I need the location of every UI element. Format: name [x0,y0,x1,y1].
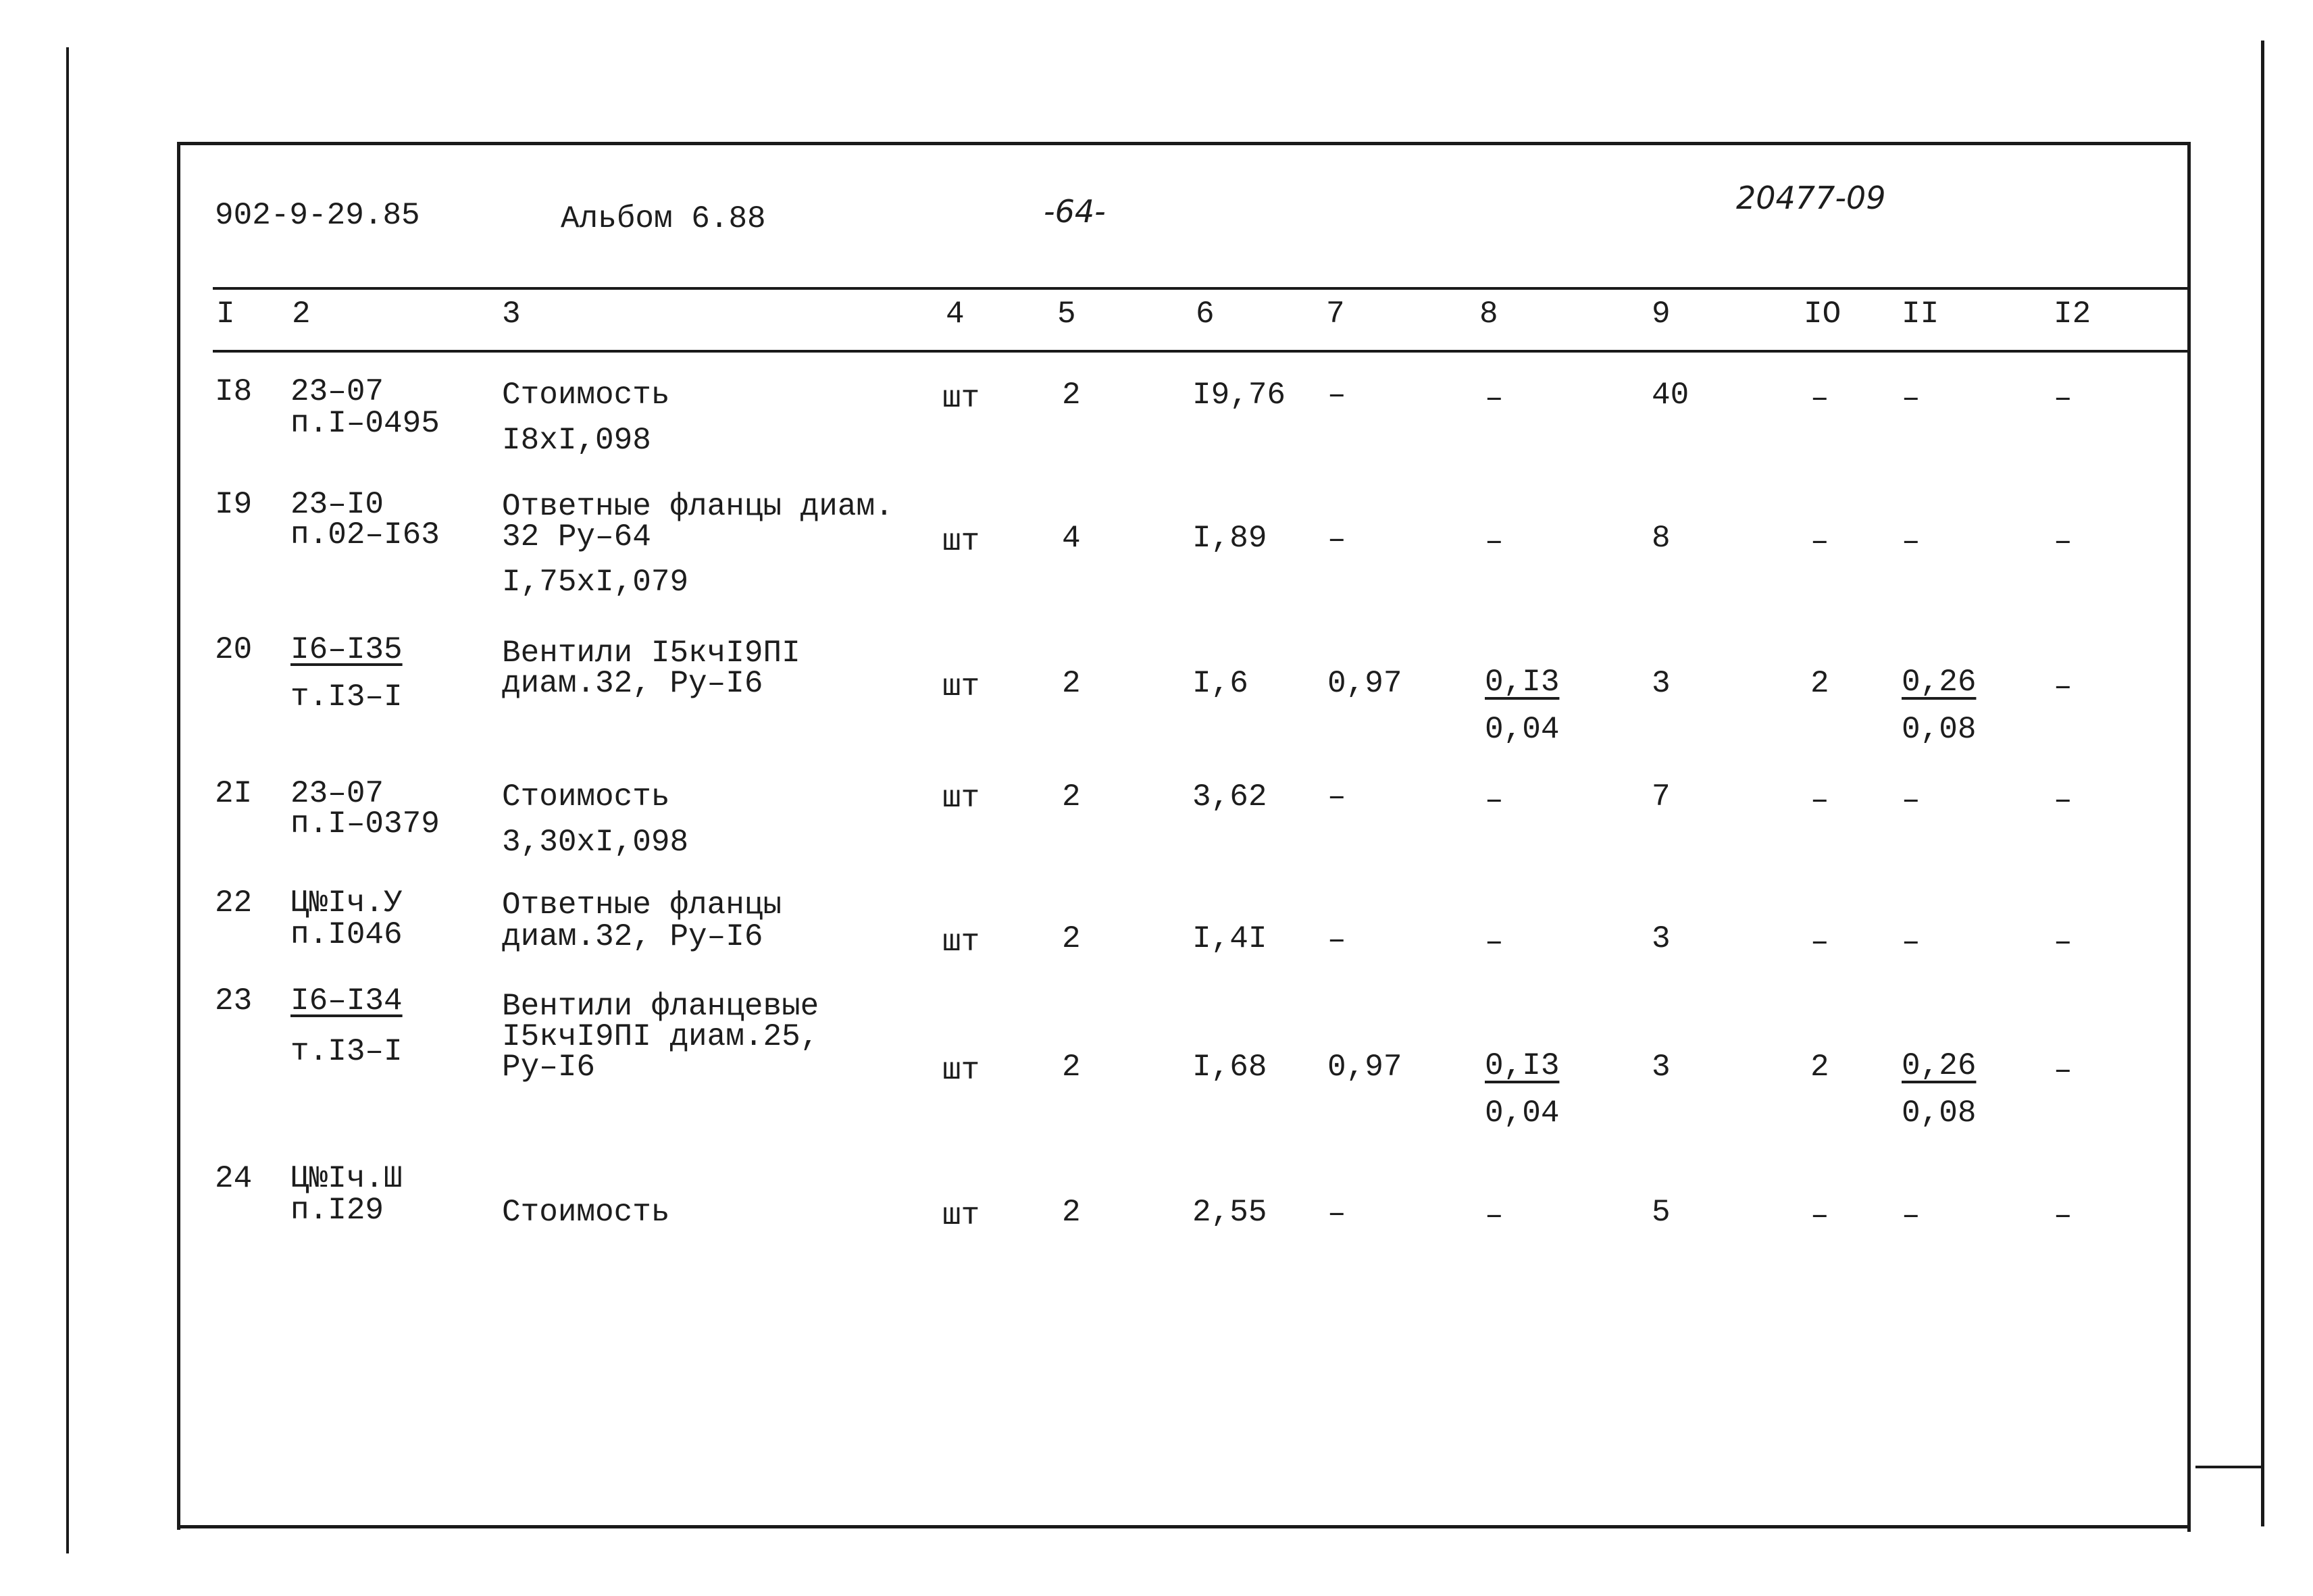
right-page-margin-line [2261,41,2264,1526]
table-top-border [177,142,2189,145]
row-ref-line2: п.02–I63 [290,517,440,552]
row-col6: I,6 [1192,666,1248,701]
row-ref-line1: Ц№Iч.У [290,885,403,921]
row-col6: 3,62 [1192,779,1267,815]
row-quantity: 2 [1062,921,1081,956]
row-col8-fraction [1485,1042,1559,1137]
row-description-line2: Стоимость [502,1195,670,1230]
row-quantity: 2 [1062,779,1081,815]
column-header-bottom-line [213,350,2189,353]
col-header-10: IO [1804,297,1841,332]
row-description-line1: Ответные фланцы диам. [502,489,894,524]
row-col9: 7 [1652,779,1671,815]
row-col12: – [2054,381,2073,416]
row-ref-line1: Ц№Iч.Ш [290,1161,403,1196]
row-col8: – [1485,783,1504,818]
row-col6: I,4I [1192,921,1267,956]
row-description-line1: Вентили I5кчI9ПI [502,636,800,671]
row-col9: 3 [1652,1050,1671,1085]
row-ref-line2: п.I–0495 [290,406,440,441]
row-description-line2: 32 Ру–64 [502,519,651,555]
fraction-numerator: 0,26 [1902,1048,1977,1083]
row-col7: – [1327,1196,1346,1231]
col-header-12: I2 [2054,297,2091,332]
row-col6: I,89 [1192,521,1267,556]
row-col11: – [1902,524,1921,559]
row-ref-line1: 23–07 [290,374,384,409]
column-header-top-line [213,287,2189,290]
row-col8: – [1485,925,1504,960]
row-col11: – [1902,925,1921,960]
row-description-line3: Ру–I6 [502,1050,596,1085]
row-quantity: 4 [1062,521,1081,556]
table-left-border [177,142,180,1530]
row-col12: – [2054,925,2073,960]
col-header-11: II [1902,297,1939,332]
row-col9: 3 [1652,666,1671,701]
fraction-denominator: 0,04 [1485,712,1560,747]
row-ref-line1: 23–I0 [290,487,384,522]
fraction-denominator: 0,04 [1485,1096,1560,1131]
row-col12: – [2054,1198,2073,1233]
row-col11-fraction [1902,1042,1976,1137]
row-ref-line1: I6–I35 [290,632,403,667]
row-col7: 0,97 [1327,666,1402,701]
row-col6: 2,55 [1192,1195,1267,1230]
row-description-line3: I,75xI,079 [502,565,689,600]
row-col9: 5 [1652,1195,1671,1230]
row-col11: – [1902,783,1921,818]
row-ref-line2: т.I3–I [290,679,403,715]
row-description-line1: Ответные фланцы [502,887,782,923]
row-ref-line1: I6–I34 [290,983,403,1019]
row-description-line2: 3,30xI,098 [502,825,689,860]
row-number: I8 [215,374,253,409]
row-col6: I9,76 [1192,378,1286,413]
row-unit: шт [942,381,980,416]
row-description-line1: Стоимость [502,779,670,815]
row-col10: – [1810,381,1829,416]
row-unit: шт [942,669,980,704]
col-header-7: 7 [1326,297,1345,332]
fraction-numerator: 0,I3 [1485,1048,1560,1083]
row-quantity: 2 [1062,666,1081,701]
row-col9: 8 [1652,521,1671,556]
row-col8-fraction [1485,659,1559,753]
row-description-line2: диам.32, Ру–I6 [502,919,763,954]
row-description-line1: Вентили фланцевые [502,989,819,1024]
page-number: -64- [1044,193,1106,230]
row-quantity: 2 [1062,1195,1081,1230]
row-col7: – [1327,378,1346,413]
row-description-line2: I8xI,098 [502,423,651,458]
row-number: I9 [215,487,253,522]
row-col12: – [2054,783,2073,818]
row-description-line2: I5кчI9ПI диам.25, [502,1019,819,1054]
fraction-denominator: 0,08 [1902,712,1977,747]
row-col7: – [1327,779,1346,815]
row-col10: – [1810,925,1829,960]
row-unit: шт [942,1198,980,1233]
row-description-line1: Стоимость [502,378,670,413]
col-header-6: 6 [1196,297,1215,332]
album-label: Альбом 6.88 [561,201,766,236]
row-quantity: 2 [1062,378,1081,413]
row-description-line2: диам.32, Ру–I6 [502,666,763,701]
row-col6: I,68 [1192,1050,1267,1085]
doc-number: 20477-09 [1736,180,1886,216]
row-number: 24 [215,1161,253,1196]
row-col8: – [1485,1198,1504,1233]
row-col7: – [1327,923,1346,958]
row-col10: 2 [1810,666,1829,701]
row-col10: 2 [1810,1050,1829,1085]
table-bottom-border [177,1525,2190,1528]
row-unit: шт [942,925,980,960]
col-header-9: 9 [1652,297,1671,332]
row-unit: шт [942,1053,980,1088]
row-col11-fraction [1902,659,1976,753]
row-col12: – [2054,524,2073,559]
row-col7: – [1327,522,1346,557]
row-col11: – [1902,381,1921,416]
row-ref-line1: 23–07 [290,776,384,811]
row-ref-line2: п.I–0379 [290,806,440,842]
doc-code: 902-9-29.85 [215,198,420,233]
left-page-margin-line [66,47,69,1553]
row-col10: – [1810,524,1829,559]
row-col9: 40 [1652,378,1689,413]
col-header-3: 3 [502,297,521,332]
row-number: 20 [215,632,253,667]
row-col7: 0,97 [1327,1050,1402,1085]
row-col8: – [1485,524,1504,559]
row-ref-line2: п.I29 [290,1193,384,1228]
row-unit: шт [942,524,980,559]
row-number: 23 [215,983,253,1019]
row-ref-line2: п.I046 [290,917,403,952]
row-unit: шт [942,781,980,816]
fraction-numerator: 0,I3 [1485,665,1560,700]
row-col9: 3 [1652,921,1671,956]
col-header-2: 2 [292,297,311,332]
row-col8: – [1485,381,1504,416]
row-ref-line2: т.I3–I [290,1034,403,1069]
row-quantity: 2 [1062,1050,1081,1085]
col-header-8: 8 [1479,297,1498,332]
col-header-5: 5 [1057,297,1076,332]
row-number: 22 [215,885,253,921]
fraction-numerator: 0,26 [1902,665,1977,700]
right-stub-line [2195,1466,2263,1468]
row-col10: – [1810,1198,1829,1233]
row-col10: – [1810,783,1829,818]
row-col12: – [2054,1053,2073,1088]
row-col12: – [2054,669,2073,704]
col-header-1: I [216,297,235,332]
row-number: 2I [215,776,253,811]
fraction-denominator: 0,08 [1902,1096,1977,1131]
row-col11: – [1902,1198,1921,1233]
col-header-4: 4 [946,297,965,332]
